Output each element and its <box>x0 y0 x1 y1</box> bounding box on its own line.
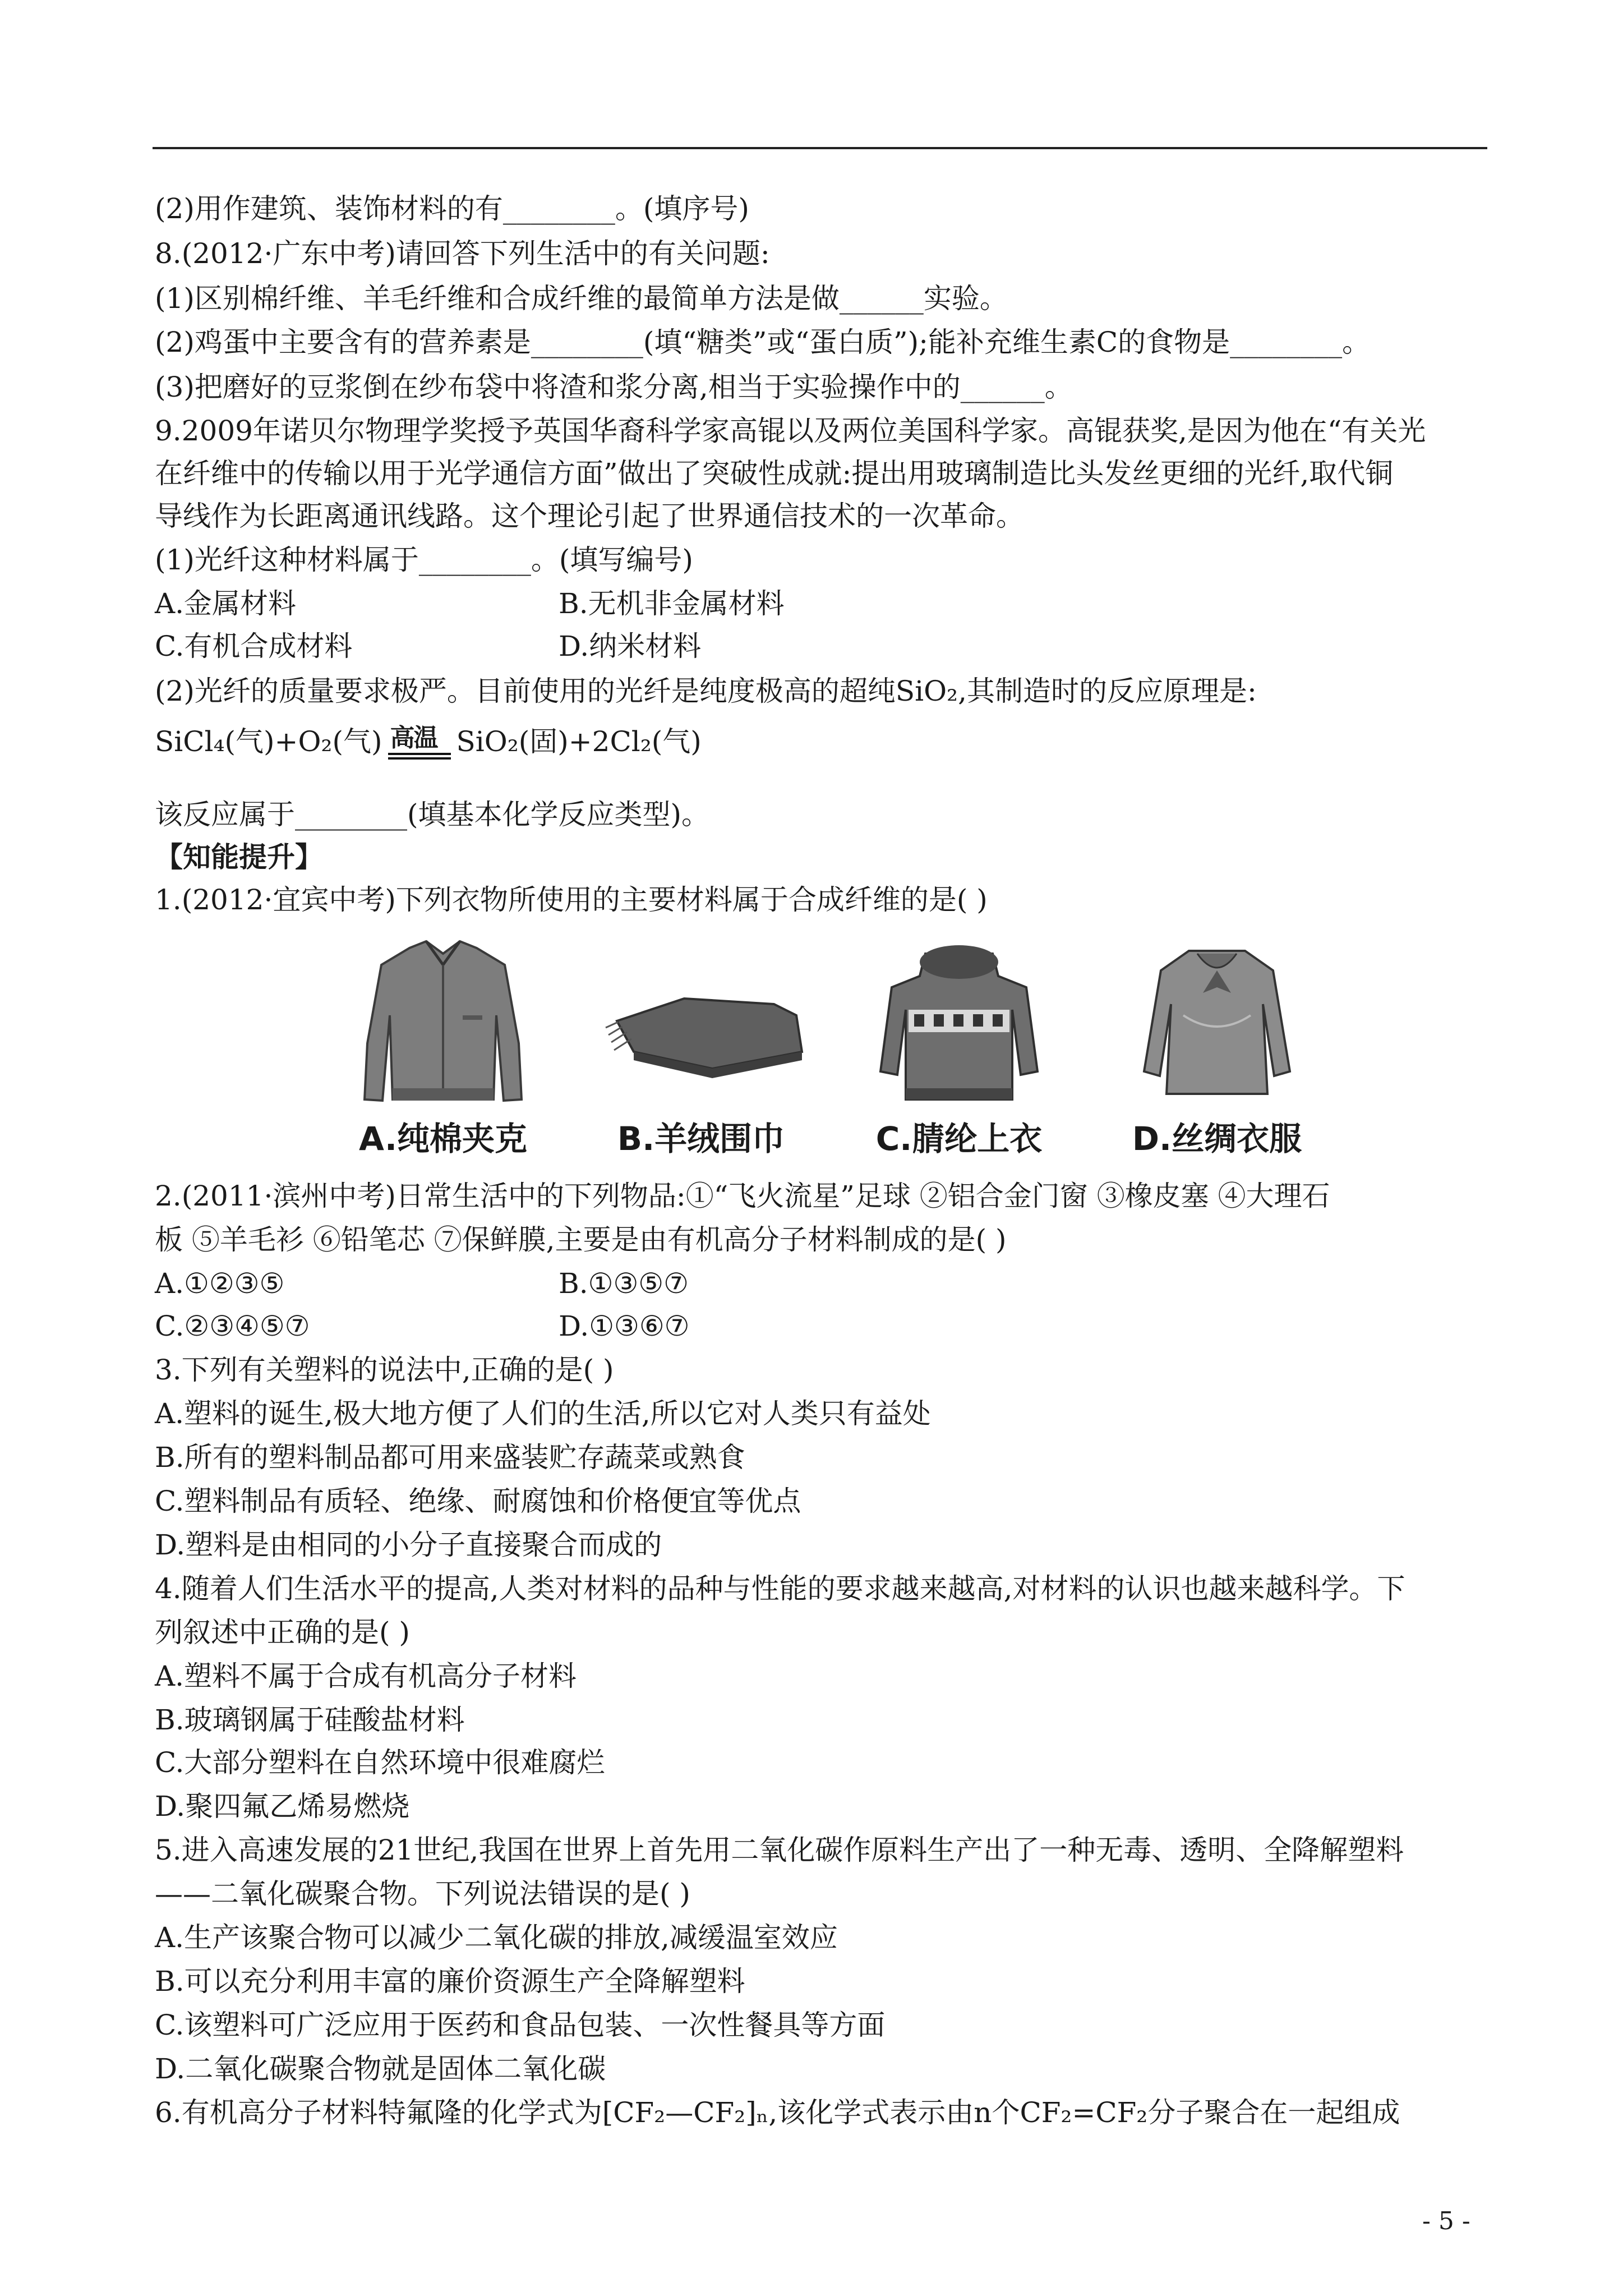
q5-option-a: A.生产该聚合物可以减少二氧化碳的排放,减缓温室效应 <box>155 1921 838 1954</box>
q7-part2: (2)用作建筑、装饰材料的有________。(填序号) <box>155 192 749 225</box>
q5-stem-line2: ——二氧化碳聚合物。下列说法错误的是( ) <box>155 1878 690 1910</box>
q9-option-d: D.纳米材料 <box>559 630 702 662</box>
q9-stem-line2: 在纤维中的传输以用于光学通信方面”做出了突破性成就:提出用玻璃制造比头发丝更细的光纤,取代铜 <box>155 457 1394 490</box>
section-heading: 【知能提升】 <box>155 840 323 873</box>
q3-stem: 3.下列有关塑料的说法中,正确的是( ) <box>155 1354 614 1386</box>
q3-option-c: C.塑料制品有质轻、绝缘、耐腐蚀和价格便宜等优点 <box>155 1485 801 1517</box>
q5-stem-line1: 5.进入高速发展的21世纪,我国在世界上首先用二氧化碳作原料生产出了一种无毒、透明、全降解塑料 <box>155 1834 1404 1866</box>
q3-option-a: A.塑料的诞生,极大地方便了人们的生活,所以它对人类只有益处 <box>155 1397 931 1430</box>
scarf-icon <box>583 931 819 1116</box>
jacket-icon <box>325 931 561 1116</box>
option-c-caption: C.腈纶上衣 <box>875 1120 1043 1158</box>
q3-option-d: D.塑料是由相同的小分子直接聚合而成的 <box>155 1529 662 1561</box>
q2-option-c: C.②③④⑤⑦ <box>155 1310 310 1342</box>
q9-stem-line3: 导线作为长距离通讯线路。这个理论引起了世界通信技术的一次革命。 <box>155 500 1024 532</box>
q9-part1: (1)光纤这种材料属于________。(填写编号) <box>155 544 693 576</box>
q2-option-b: B.①③⑤⑦ <box>559 1267 689 1300</box>
q5-option-b: B.可以充分利用丰富的廉价资源生产全降解塑料 <box>155 1965 745 1998</box>
q6-suffix: ,该化学式表示由n个CF₂=CF₂分子聚合在一起组成 <box>768 2096 1400 2129</box>
q8-part1: (1)区别棉纤维、羊毛纤维和合成纤维的最简单方法是做______实验。 <box>155 282 1008 315</box>
cotton-jacket-figure <box>325 931 561 1167</box>
q4-option-d: D.聚四氟乙烯易燃烧 <box>155 1790 410 1823</box>
q4-option-a: A.塑料不属于合成有机高分子材料 <box>155 1660 577 1692</box>
blouse-icon <box>1099 931 1335 1116</box>
equation-left: SiCl₄(气)+O₂(气) <box>155 725 382 758</box>
q6-prefix: 6.有机高分子材料特氟隆的化学式为 <box>155 2096 602 2129</box>
q9-option-b: B.无机非金属材料 <box>559 587 785 620</box>
q2-stem-line2: 板 ⑤羊毛衫 ⑥铅笔芯 ⑦保鲜膜,主要是由有机高分子材料制成的是( ) <box>155 1223 1007 1256</box>
option-d-caption: D.丝绸衣服 <box>1132 1120 1302 1158</box>
q9-reaction-type: 该反应属于________(填基本化学反应类型)。 <box>155 798 710 831</box>
q6-stem <box>155 2096 1400 2129</box>
q8-stem: 8.(2012·广东中考)请回答下列生活中的有关问题: <box>155 237 770 270</box>
teflon-formula: [CF₂—CF₂]ₙ <box>602 2096 769 2129</box>
q9-option-c: C.有机合成材料 <box>155 630 353 662</box>
equation-right: SiO₂(固)+2Cl₂(气) <box>456 725 702 758</box>
cashmere-scarf-figure <box>583 931 819 1167</box>
q4-option-b: B.玻璃钢属于硅酸盐材料 <box>155 1704 465 1736</box>
q1-stem: 1.(2012·宜宾中考)下列衣物所使用的主要材料属于合成纤维的是( ) <box>155 884 988 916</box>
header-rule <box>153 147 1487 149</box>
q4-stem-line2: 列叙述中正确的是( ) <box>155 1616 410 1649</box>
q5-option-c: C.该塑料可广泛应用于医药和食品包装、一次性餐具等方面 <box>155 2009 886 2041</box>
q2-stem-line1: 2.(2011·滨州中考)日常生活中的下列物品:①“飞火流星”足球 ②铝合金门窗 ③橡皮塞 ④大理石 <box>155 1180 1330 1212</box>
q5-option-d: D.二氧化碳聚合物就是固体二氧化碳 <box>155 2053 606 2085</box>
q8-part2: (2)鸡蛋中主要含有的营养素是________(填“糖类”或“蛋白质”);能补充维生素C的食物是________。 <box>155 326 1371 358</box>
q3-option-b: B.所有的塑料制品都可用来盛装贮存蔬菜或熟食 <box>155 1441 745 1474</box>
q9-option-a: A.金属材料 <box>155 587 297 620</box>
option-a-caption: A.纯棉夹克 <box>359 1120 527 1158</box>
page-number: - 5 - <box>1422 2207 1470 2235</box>
q2-option-a: A.①②③⑤ <box>155 1267 285 1300</box>
equation-condition: 高温 <box>386 725 453 758</box>
q2-option-d: D.①③⑥⑦ <box>559 1310 690 1342</box>
clothing-figure <box>325 931 1324 1167</box>
q4-option-c: C.大部分塑料在自然环境中很难腐烂 <box>155 1746 605 1779</box>
q4-stem-line1: 4.随着人们生活水平的提高,人类对材料的品种与性能的要求越来越高,对材料的认识也越来越科学。下 <box>155 1572 1405 1605</box>
acrylic-sweater-figure <box>841 931 1077 1167</box>
sweater-icon <box>841 931 1077 1116</box>
option-b-caption: B.羊绒围巾 <box>617 1120 785 1158</box>
q9-stem-line1: 9.2009年诺贝尔物理学奖授予英国华裔科学家高锟以及两位美国科学家。高锟获奖,是因为他在“有关光 <box>155 415 1426 447</box>
reaction-equation <box>155 725 702 758</box>
silk-blouse-figure <box>1099 931 1335 1167</box>
q9-part2: (2)光纤的质量要求极严。目前使用的光纤是纯度极高的超纯SiO₂,其制造时的反应原理是: <box>155 675 1257 707</box>
q8-part3: (3)把磨好的豆浆倒在纱布袋中将渣和浆分离,相当于实验操作中的______。 <box>155 371 1073 403</box>
